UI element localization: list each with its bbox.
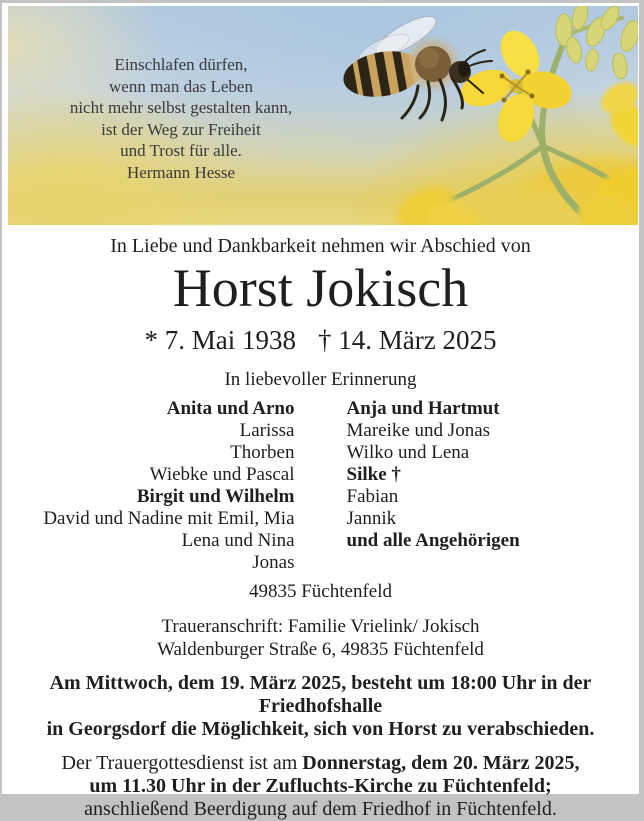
farewell-line: Am Mittwoch, dem 19. März 2025, besteht um 18:00 Uhr in der Friedhofshalle [49, 672, 592, 718]
deceased-name: Horst Jokisch [172, 258, 469, 318]
farewell-line: in Georgsdorf die Möglichkeit, sich von Horst zu verabschieden. [46, 718, 595, 741]
mourner-name: Birgit und Wilhelm [136, 486, 295, 508]
mourner-name: David und Nadine mit Emil, Mia [43, 508, 295, 530]
mourner-name: Mareike und Jonas [346, 420, 491, 442]
right-flower [574, 76, 638, 225]
death-date: † 14. März 2025 [318, 325, 497, 356]
quote-line: wenn man das Leben [109, 76, 253, 96]
mourner-name: Lena und Nina [181, 530, 295, 552]
mourner-name: Wilko und Lena [346, 442, 470, 464]
mourner-name: Thorben [230, 442, 295, 464]
mourners-column-left [43, 398, 295, 574]
life-dates [2, 325, 639, 356]
birth-date: * 7. Mai 1938 [144, 325, 297, 356]
location-line: 49835 Füchtenfeld [248, 581, 392, 603]
memory-line: In liebevoller Erinnerung [224, 369, 417, 391]
service-line: um 11.30 Uhr in der Zufluchts-Kirche zu Füchtenfeld; [89, 775, 552, 798]
service-announcement [2, 752, 639, 821]
mourning-address [2, 615, 639, 661]
mourner-name: Silke † [346, 464, 401, 486]
quote-line: nicht mehr selbst gestalten kann, [69, 98, 293, 117]
bottom-flower [391, 178, 484, 225]
flower-buds [556, 6, 638, 80]
intro-line: In Liebe und Dankbarkeit nehmen wir Abschied von [110, 235, 531, 257]
obituary-text [2, 225, 639, 821]
quote-author: Hermann Hesse [126, 162, 236, 182]
service-line: anschließend Beerdigung auf dem Friedhof in Füchtenfeld. [84, 798, 557, 821]
mourning-address-line: Traueranschrift: Familie Vrielink/ Jokisch [161, 616, 480, 638]
mourner-name: und alle Angehörigen [346, 530, 520, 552]
obituary-card [2, 3, 639, 821]
mourner-name: Jonas [252, 552, 295, 574]
quote-line: Einschlafen dürfen, [114, 55, 248, 74]
mourning-address-line: Waldenburger Straße 6, 49835 Füchtenfeld [157, 639, 484, 661]
mourners-list [2, 398, 639, 574]
mourner-name: Anja und Hartmut [346, 398, 500, 420]
farewell-announcement [2, 672, 639, 741]
service-prefix: Der Trauergottesdienst ist am [61, 752, 303, 775]
mourner-name: Larissa [239, 420, 295, 442]
mourner-name: Jannik [346, 508, 397, 530]
quote-line: ist der Weg zur Freiheit [101, 119, 261, 139]
quote-line: und Trost für alle. [120, 141, 242, 160]
service-date: Donnerstag, dem 20. März 2025, [302, 752, 580, 775]
photo-quote [26, 54, 336, 183]
mourner-name: Anita und Arno [166, 398, 295, 420]
memorial-photo [8, 6, 638, 225]
mourner-name: Fabian [346, 486, 399, 508]
service-line [2, 752, 639, 775]
mourner-name: Wiebke und Pascal [149, 464, 295, 486]
mourners-column-right [347, 398, 599, 574]
